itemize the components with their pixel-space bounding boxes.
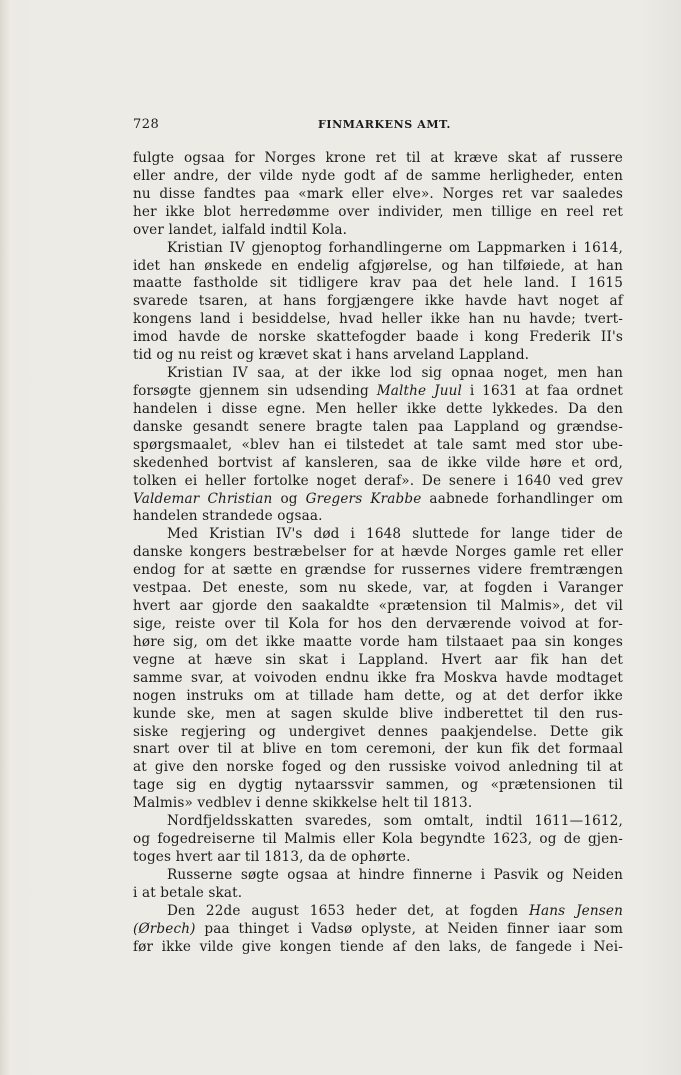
paragraph [133, 150, 623, 240]
text-line [133, 562, 623, 580]
text-run: Med Kristian IV's død i 1648 sluttede for lange tider de [167, 526, 623, 543]
paragraph [133, 813, 623, 867]
italic-name: (Ørbech) [133, 920, 196, 937]
text-run: vestpaa. Det eneste, som nu skede, var, at fogden i Varanger [133, 580, 623, 597]
text-line [133, 383, 623, 401]
paragraph [133, 240, 623, 365]
paragraph [133, 526, 623, 813]
text-line [133, 311, 623, 329]
text-run: endog for at sætte en grændse for russernes videre fremtrængen [133, 562, 623, 579]
text-run: tolken ei heller fortolke noget deraf». De senere i 1640 ved grev [133, 472, 623, 489]
text-run: handelen i disse egne. Men heller ikke dette lykkedes. Da den [133, 400, 623, 417]
text-line [133, 634, 623, 652]
text-run: kongens land i besiddelse, hvad heller ikke han nu havde; tvert- [133, 311, 623, 328]
text-run: fulgte ogsaa for Norges krone ret til at kræve skat af russere [133, 150, 623, 166]
text-run: idet han ønskede en endelig afgjørelse, og han tilføiede, at han [133, 257, 623, 274]
text-line [133, 903, 623, 921]
text-run: Nordfjeldsskatten svaredes, som omtalt, indtil 1611—1612, [167, 813, 623, 830]
text-line [133, 186, 623, 204]
text-run: og fogedreiserne til Malmis eller Kola begyndte 1623, og de gjen- [133, 831, 623, 848]
text-line [133, 652, 623, 670]
text-line [133, 939, 623, 957]
text-line [133, 491, 623, 509]
text-run: forsøgte gjennem sin udsending [133, 382, 377, 399]
text-line [133, 240, 623, 258]
text-line [133, 921, 623, 939]
text-line [133, 275, 623, 293]
text-run: høre sig, om det ikke maatte vorde ham tilstaaet paa sin konges [133, 633, 623, 650]
page-number: 728 [133, 117, 160, 132]
text-line [133, 759, 623, 777]
text-line [133, 724, 623, 742]
text-run: nogen instruks om at tillade ham dette, og at det derfor ikke [133, 687, 623, 704]
running-head [133, 117, 623, 135]
text-line [133, 204, 623, 222]
text-run: danske kongers bestræbelser for at hævde Norges gamle ret eller [133, 544, 623, 561]
text-run: toges hvert aar til 1813, da de ophørte. [133, 848, 411, 865]
text-line [133, 670, 623, 688]
text-run: vegne at hæve sin skat i Lappland. Hvert aar fik han det [133, 651, 623, 668]
text-run: Malmis» vedblev i denne skikkelse helt til 1813. [133, 795, 473, 812]
text-run: hvert aar gjorde den saakaldte «prætension til Malmis», det vil [133, 598, 623, 615]
text-run: Kristian IV gjenoptog forhandlingerne om Lappmarken i 1614, [167, 239, 623, 256]
text-run: før ikke vilde give kongen tiende af den laks, de fangede i Nei- [133, 938, 623, 955]
text-line [133, 437, 623, 455]
italic-name: Hans Jensen [529, 902, 623, 919]
text-line [133, 258, 623, 276]
text-line [133, 849, 623, 867]
text-run: samme svar, at voivoden endnu ikke fra Moskva havde modtaget [133, 669, 623, 686]
text-run: her ikke blot herredømme over individer, men tillige en reel ret [133, 203, 623, 220]
text-run: i at betale skat. [133, 884, 243, 901]
text-line [133, 419, 623, 437]
italic-name: Valdemar Christian [133, 490, 273, 507]
paragraph [133, 903, 623, 957]
text-line [133, 347, 623, 365]
text-run: handelen strandede ogsaa. [133, 508, 323, 525]
text-run: snart over til at blive en tom ceremoni, der kun fik det formaal [133, 741, 623, 758]
text-run: at give den norske foged og den russiske voivod anledning til at [133, 759, 623, 776]
text-line [133, 795, 623, 813]
text-run: og [272, 490, 306, 507]
text-run: tid og nu reist og krævet skat i hans arveland Lappland. [133, 347, 530, 364]
running-title: FINMARKENS AMT. [318, 118, 451, 131]
text-run: skedenhed bortvist af kansleren, saa de ikke vilde høre et ord, [133, 454, 623, 471]
text-run: Russerne søgte ogsaa at hindre finnerne i Pasvik og Neiden [167, 866, 623, 883]
text-run: kunde ske, men at sagen skulde blive indberettet til den rus- [133, 705, 623, 722]
text-run: aabnede forhandlinger om [421, 490, 623, 507]
text-run: imod havde de norske skattefogder baade i kong Frederik II's [133, 329, 623, 346]
text-run: paa thinget i Vadsø oplyste, at Neiden finner iaar som [195, 920, 623, 937]
italic-name: Gregers Krabbe [305, 490, 422, 507]
text-run: eller andre, der vilde nyde godt af de samme herligheder, enten [133, 167, 623, 184]
text-line [133, 329, 623, 347]
text-run: spørgsmaalet, «blev han ei tilstedet at tale samt med stor ube- [133, 436, 623, 453]
text-line [133, 222, 623, 240]
body-text [133, 150, 623, 956]
text-line [133, 150, 623, 168]
text-line [133, 741, 623, 759]
text-line [133, 365, 623, 383]
text-line [133, 580, 623, 598]
text-run: sige, reiste over til Kola for hos den derværende voivod at for- [133, 615, 623, 632]
text-run: siske regjering og undergivet dennes paakjendelse. Dette gik [133, 723, 623, 740]
text-line [133, 688, 623, 706]
text-line [133, 473, 623, 491]
paragraph [133, 365, 623, 526]
text-run: nu disse fandtes paa «mark eller elve». Norges ret var saaledes [133, 185, 623, 202]
text-run: Kristian IV saa, at der ikke lod sig opnaa noget, men han [167, 365, 623, 382]
text-line [133, 401, 623, 419]
paragraph [133, 867, 623, 903]
text-run: danske gesandt senere bragte talen paa Lappland og grændse- [133, 418, 623, 435]
text-line [133, 706, 623, 724]
italic-name: Malthe Juul [376, 382, 462, 399]
text-run: tage sig en dygtig nytaarssvir sammen, og «prætensionen til [133, 777, 623, 794]
text-run: over landet, ialfald indtil Kola. [133, 221, 348, 238]
text-line [133, 813, 623, 831]
text-run: Den 22de august 1653 heder det, at fogden [167, 902, 529, 919]
text-line [133, 168, 623, 186]
text-run: svarede tsaren, at hans forgjængere ikke havde havt noget af [133, 293, 623, 310]
text-line [133, 293, 623, 311]
text-line [133, 544, 623, 562]
text-line [133, 831, 623, 849]
text-line [133, 508, 623, 526]
text-line [133, 616, 623, 634]
text-line [133, 598, 623, 616]
text-line [133, 867, 623, 885]
text-run: maatte fastholde sit tidligere krav paa det hele land. I 1615 [133, 275, 623, 292]
text-line [133, 455, 623, 473]
text-line [133, 777, 623, 795]
text-run: i 1631 at faa ordnet [462, 382, 623, 399]
text-line [133, 885, 623, 903]
text-line [133, 526, 623, 544]
